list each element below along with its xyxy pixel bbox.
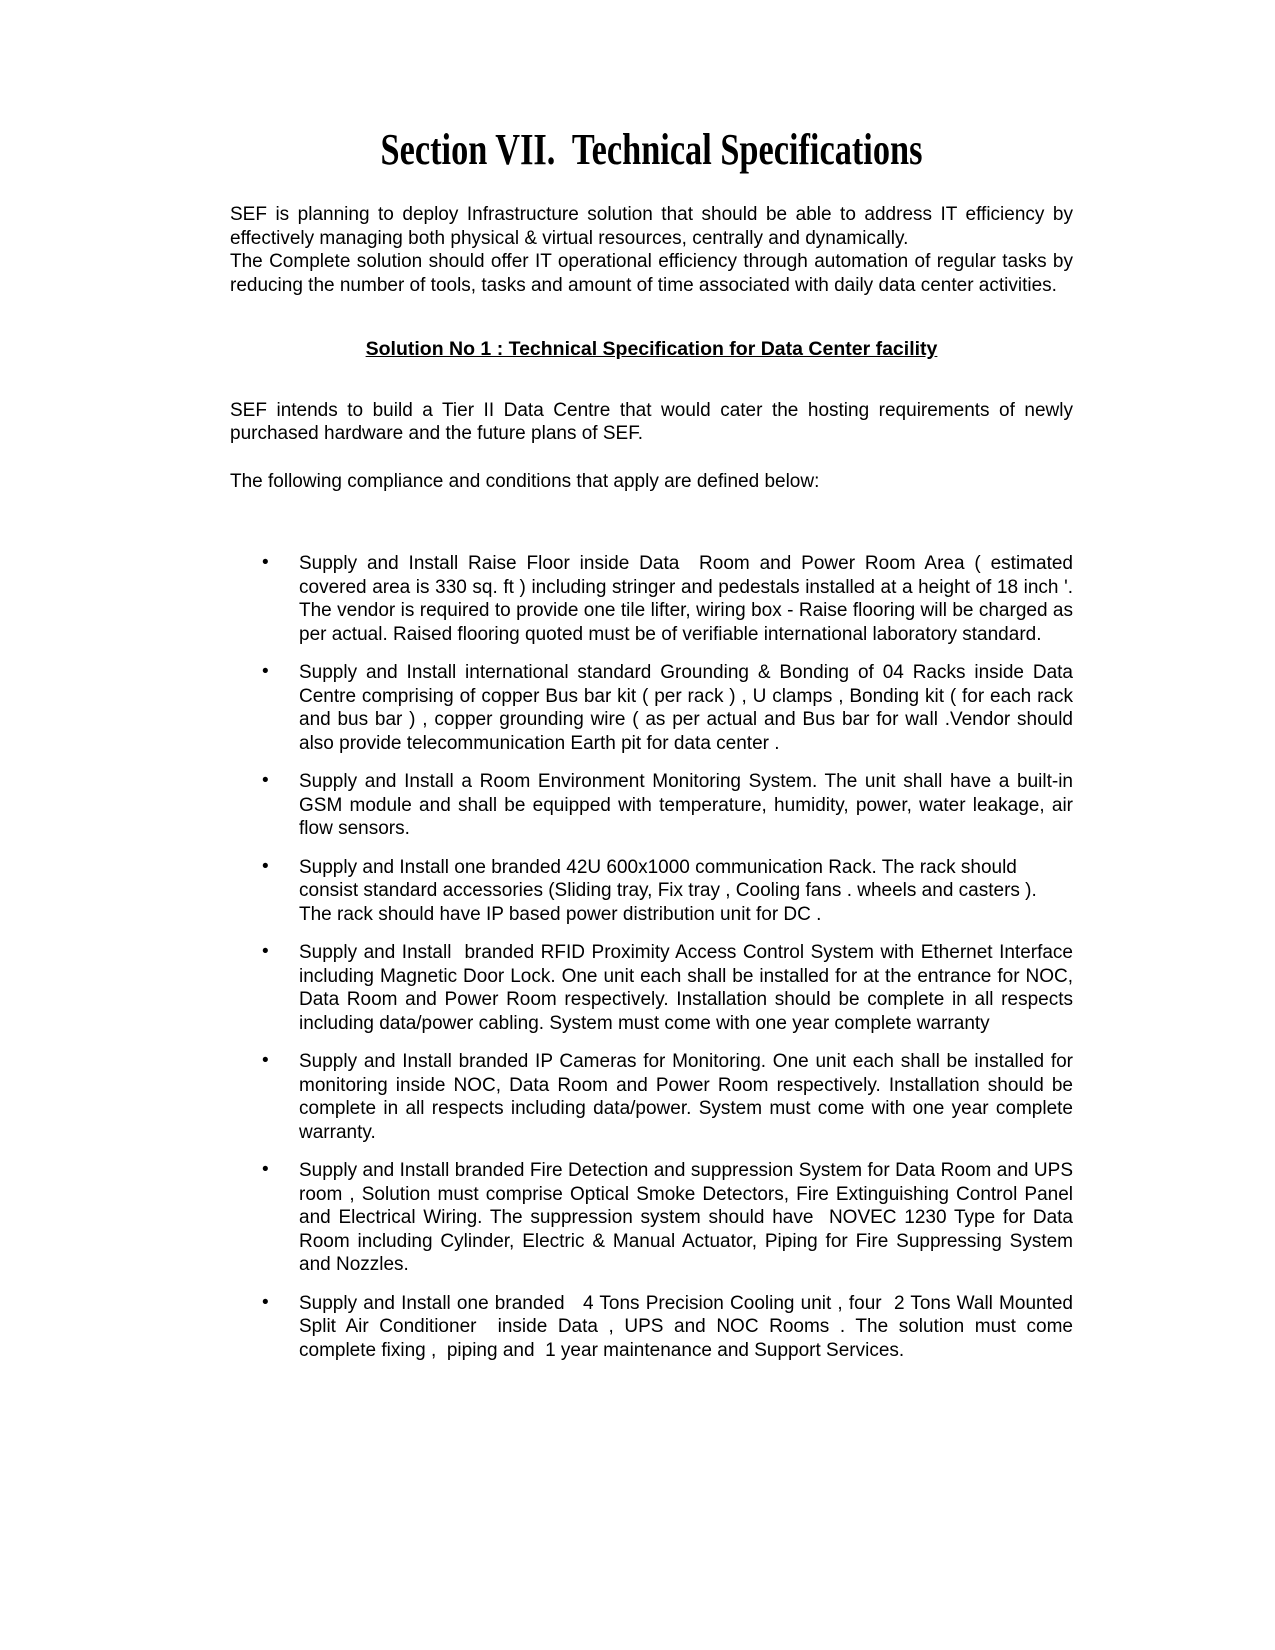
bullet-icon: •: [262, 770, 269, 791]
requirement-item: [262, 1050, 1073, 1144]
bullet-icon: •: [262, 1050, 269, 1071]
requirement-item: [262, 855, 1073, 927]
requirement-item: [262, 552, 1073, 646]
bullet-icon: •: [262, 1291, 269, 1313]
intro-paragraph-1: SEF is planning to deploy Infrastructure solution that should be able to address IT efficiency by effectively managing both physical & virtual resources, centrally and dynamically.: [230, 204, 1073, 249]
requirement-item: [262, 941, 1073, 1035]
requirements-list: [230, 552, 1073, 1362]
intro-paragraph-2: The Complete solution should offer IT operational efficiency through automation of regular tasks by reducing the number of tools, tasks and amount of time associated with daily data center activities.: [230, 251, 1073, 296]
requirement-text: Supply and Install one branded 42U 600x1000 communication Rack. The rack should consist standard accessories (Sliding tray, Fix tray , Cooling fans . wheels and casters ). The rack should have IP based power distribution unit for DC .: [299, 856, 1037, 925]
requirement-item: [262, 1159, 1073, 1277]
requirement-text: Supply and Install international standard Grounding & Bonding of 04 Racks inside Data Centre comprising of copper Bus bar kit ( per rack ) , U clamps , Bonding kit ( for each rack and bus bar ) , copper grounding wire ( as per actual and Bus bar for wall .Vendor should also provide telecommunication Earth pit for data center .: [299, 662, 1073, 754]
requirement-text: Supply and Install branded Fire Detection and suppression System for Data Room and UPS room , Solution must comprise Optical Smoke Detectors, Fire Extinguishing Control Panel and Electrical Wiring. The suppression system should have NOVEC 1230 Type for Data Room including Cylinder, Electric & Manual Actuator, Piping for Fire Suppressing System and Nozzles.: [299, 1160, 1073, 1275]
requirement-item: [262, 770, 1073, 841]
requirement-text: Supply and Install branded RFID Proximity Access Control System with Ethernet Interface including Magnetic Door Lock. One unit each shall be installed for at the entrance for NOC, Data Room and Power Room respectively. Installation should be complete in all respects including data/power cabling. System must come with one year complete warranty: [299, 942, 1073, 1034]
bullet-icon: •: [262, 1159, 269, 1180]
requirement-text: Supply and Install branded IP Cameras for Monitoring. One unit each shall be installed for monitoring inside NOC, Data Room and Power Room respectively. Installation should be complete in all respects including data/power. System must come with one year complete warranty.: [299, 1051, 1073, 1143]
bullet-icon: •: [262, 855, 269, 877]
tier-paragraph: SEF intends to build a Tier II Data Centre that would cater the hosting requirements of newly purchased hardware and the future plans of SEF.: [230, 399, 1073, 444]
solution-heading: Solution No 1 : Technical Specification for Data Center facility: [365, 338, 938, 360]
compliance-intro-paragraph: The following compliance and conditions that apply are defined below:: [230, 470, 820, 492]
bullet-icon: •: [262, 941, 269, 962]
page-content: [230, 0, 1073, 1377]
requirement-item: [262, 1291, 1073, 1363]
bullet-icon: •: [262, 661, 269, 682]
requirement-item: [262, 661, 1073, 755]
requirement-text: Supply and Install one branded 4 Tons Precision Cooling unit , four 2 Tons Wall Mounted Split Air Conditioner inside Data , UPS and NOC Rooms . The solution must come complete fixing , piping and 1 year maintenance and Support Services.: [299, 1292, 1073, 1361]
page-title: Section VII. Technical Specifications: [380, 125, 923, 174]
requirement-text: Supply and Install a Room Environment Monitoring System. The unit shall have a built-in GSM module and shall be equipped with temperature, humidity, power, water leakage, air flow sensors.: [299, 771, 1073, 839]
bullet-icon: •: [262, 552, 269, 573]
requirement-text: Supply and Install Raise Floor inside Data Room and Power Room Area ( estimated covered area is 330 sq. ft ) including stringer and pedestals installed at a height of 18 inch '. The vendor is required to provide one tile lifter, wiring box - Raise flooring will be charged as per actual. Raised flooring quoted must be of verifiable international laboratory standard.: [299, 553, 1073, 645]
